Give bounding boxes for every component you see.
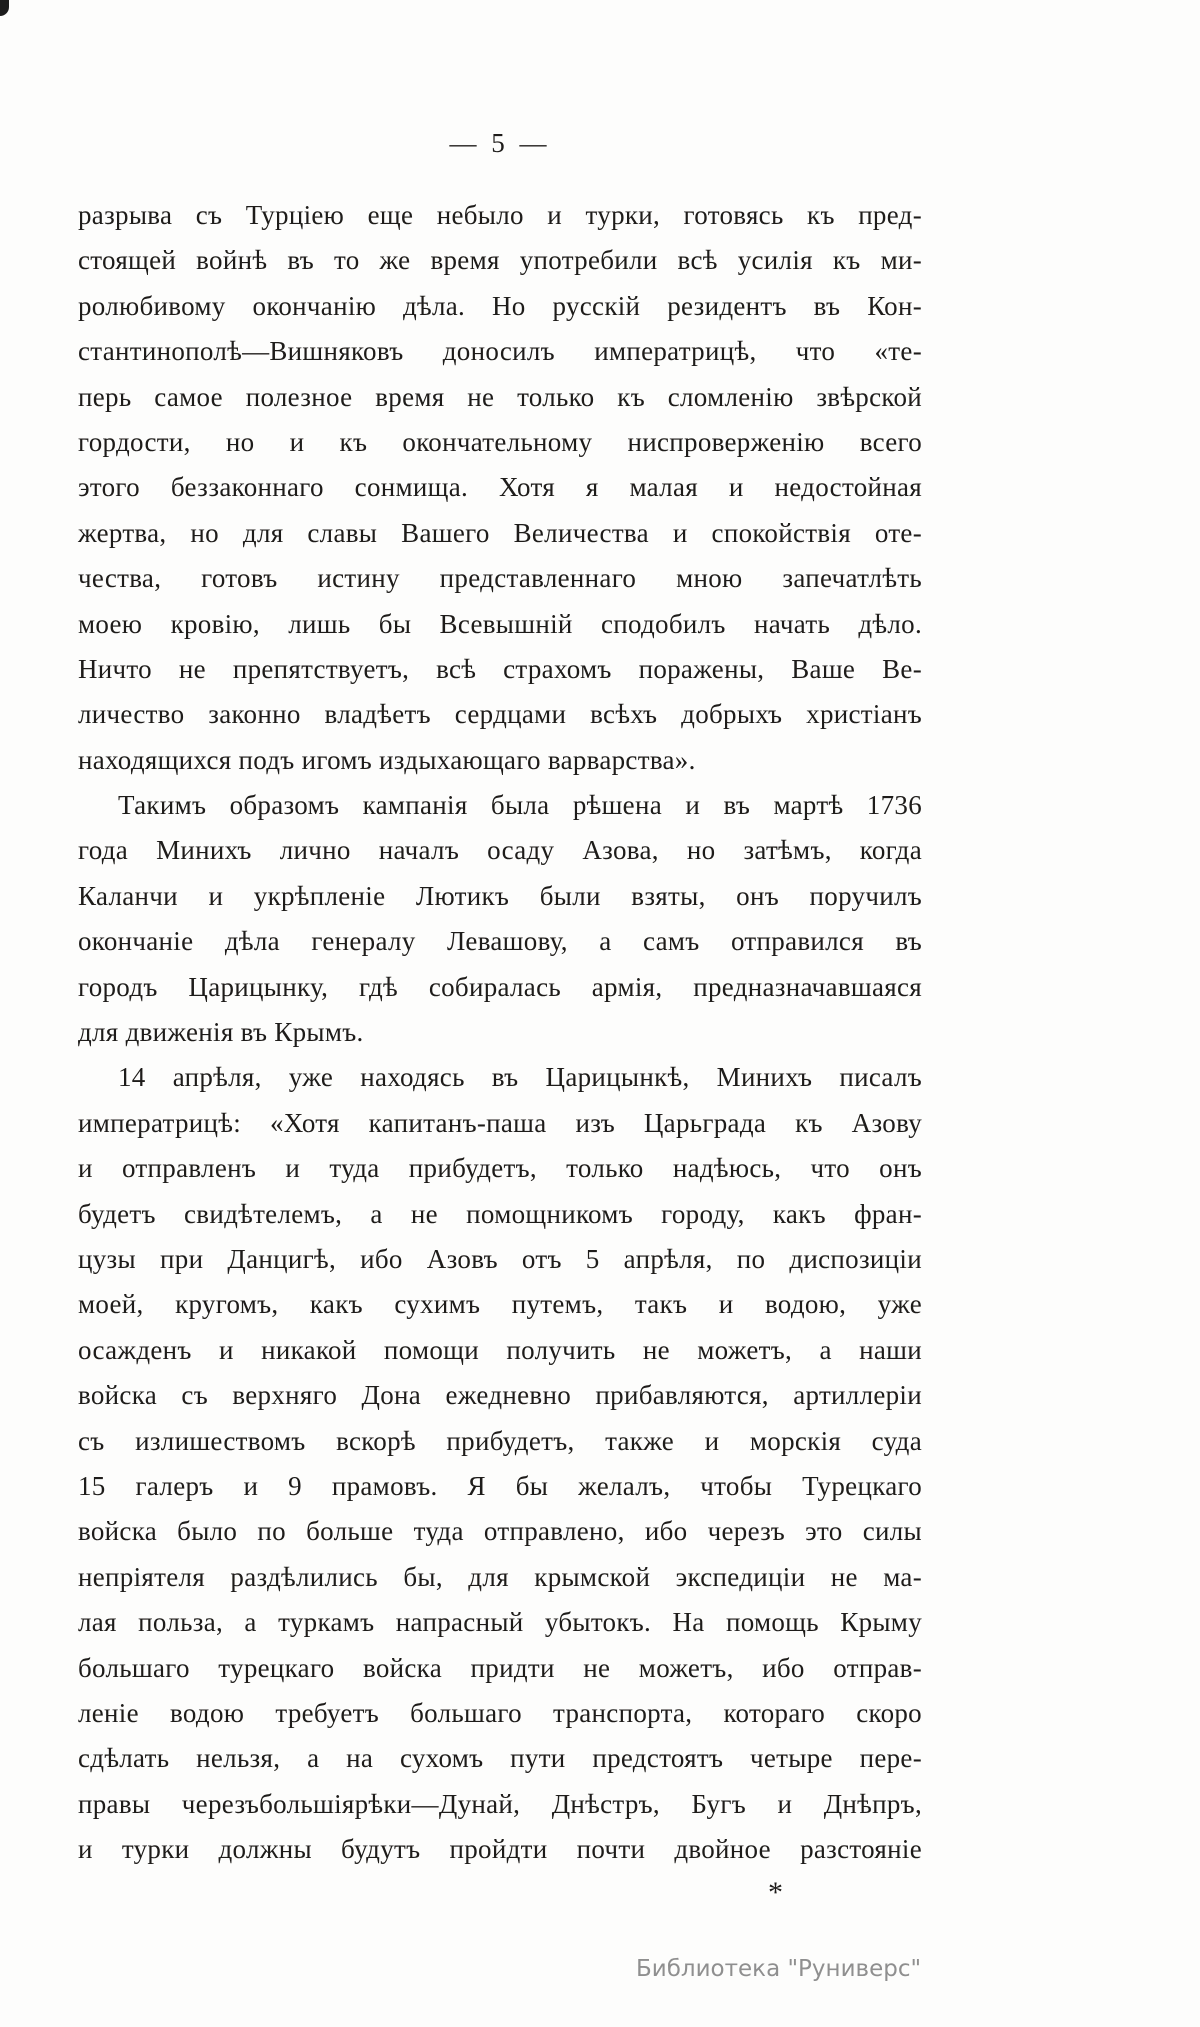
text-line: для движенія въ Крымъ. [78,1017,364,1048]
text-line: года Минихъ лично началъ осаду Азова, но затѣмъ, когда [78,835,922,866]
text-line: личество законно владѣетъ сердцами всѣхъ добрыхъ христіанъ [78,699,922,730]
text-line: 14 апрѣля, уже находясь въ Царицынкѣ, Минихъ писалъ [118,1062,922,1093]
text-line: осажденъ и никакой помощи получить не можетъ, а наши [78,1334,922,1365]
text-line: чества, готовъ истину представленнаго мною запечатлѣть [78,563,922,594]
text-line: императрицѣ: «Хотя капитанъ-паша изъ Царьграда къ Азову [78,1107,922,1138]
text-line: Такимъ образомъ кампанія была рѣшена и въ мартѣ 1736 [118,790,922,821]
text-line: цузы при Данцигѣ, ибо Азовъ отъ 5 апрѣля, по диспозиціи [78,1243,922,1274]
text-line: гордости, но и къ окончательному ниспроверженію всего [78,426,922,457]
text-line: моей, кругомъ, какъ сухимъ путемъ, такъ и водою, уже [78,1289,922,1320]
text-line: жертва, но для славы Вашего Величества и спокойствія оте- [78,517,922,548]
text-line: непріятеля раздѣлились бы, для крымской экспедиціи не ма- [78,1561,922,1592]
text-line: лая польза, а туркамъ напрасный убытокъ. На помощь Крыму [78,1607,922,1638]
text-line: находящихся подъ игомъ издыхающаго варварства». [78,744,696,775]
text-line: съ излишествомъ вскорѣ прибудетъ, также и морскія суда [78,1425,922,1456]
text-line: стоящей войнѣ въ то же время употребили всѣ усилія къ ми- [78,245,922,276]
text-line: перь самое полезное время не только къ сломленію звѣрской [78,381,922,412]
page-number: — 5 — [449,128,551,158]
text-line: и турки должны будутъ пройдти почти двойное разстояніе [78,1834,922,1865]
text-line: будетъ свидѣтелемъ, а не помощникомъ городу, какъ фран- [78,1198,922,1229]
text-line: разрыва съ Турціею еще небыло и турки, готовясь къ пред- [78,200,922,230]
text-line: большаго турецкаго войска придти не можетъ, ибо отправ- [78,1652,922,1683]
text-line: Ничто не препятствуетъ, всѣ страхомъ поражены, Ваше Ве- [78,653,922,684]
text-line: ролюбивому окончанію дѣла. Но русскій резидентъ въ Кон- [78,290,922,321]
text-line: стантинополѣ—Вишняковъ доносилъ императрицѣ, что «те- [78,336,922,367]
text-line: войска съ верхняго Дона ежедневно прибавляются, артиллеріи [78,1380,922,1411]
page-text [78,193,922,1872]
text-line: окончаніе дѣла генералу Левашову, а самъ отправился въ [78,926,922,957]
text-line: правы черезъбольшіярѣки—Дунай, Днѣстръ, Бугъ и Днѣпръ, [78,1788,922,1819]
text-line: Каланчи и укрѣпленіе Лютикъ были взяты, онъ поручилъ [78,880,922,911]
text-line: и отправленъ и туда прибудетъ, только надѣюсь, что онъ [78,1153,922,1184]
scan-edge-artifact [0,0,9,16]
text-line: этого беззаконнаго сонмища. Хотя я малая и недостойная [78,472,922,503]
footnote-asterisk: * [768,1876,783,1909]
library-watermark: Библиотека "Руниверс" [636,1956,922,1982]
text-line: городъ Царицынку, гдѣ собиралась армія, предназначавшаяся [78,971,922,1002]
text-line: леніе водою требуетъ большаго транспорта, котораго скоро [78,1697,922,1728]
text-line: 15 галеръ и 9 прамовъ. Я бы желалъ, чтобы Турецкаго [78,1470,922,1501]
text-line: войска было по больше туда отправлено, ибо черезъ это силы [78,1516,922,1547]
text-line: моею кровію, лишь бы Всевышній сподобилъ начать дѣло. [78,608,922,639]
text-line: сдѣлать нельзя, а на сухомъ пути предстоятъ четыре пере- [78,1743,922,1774]
